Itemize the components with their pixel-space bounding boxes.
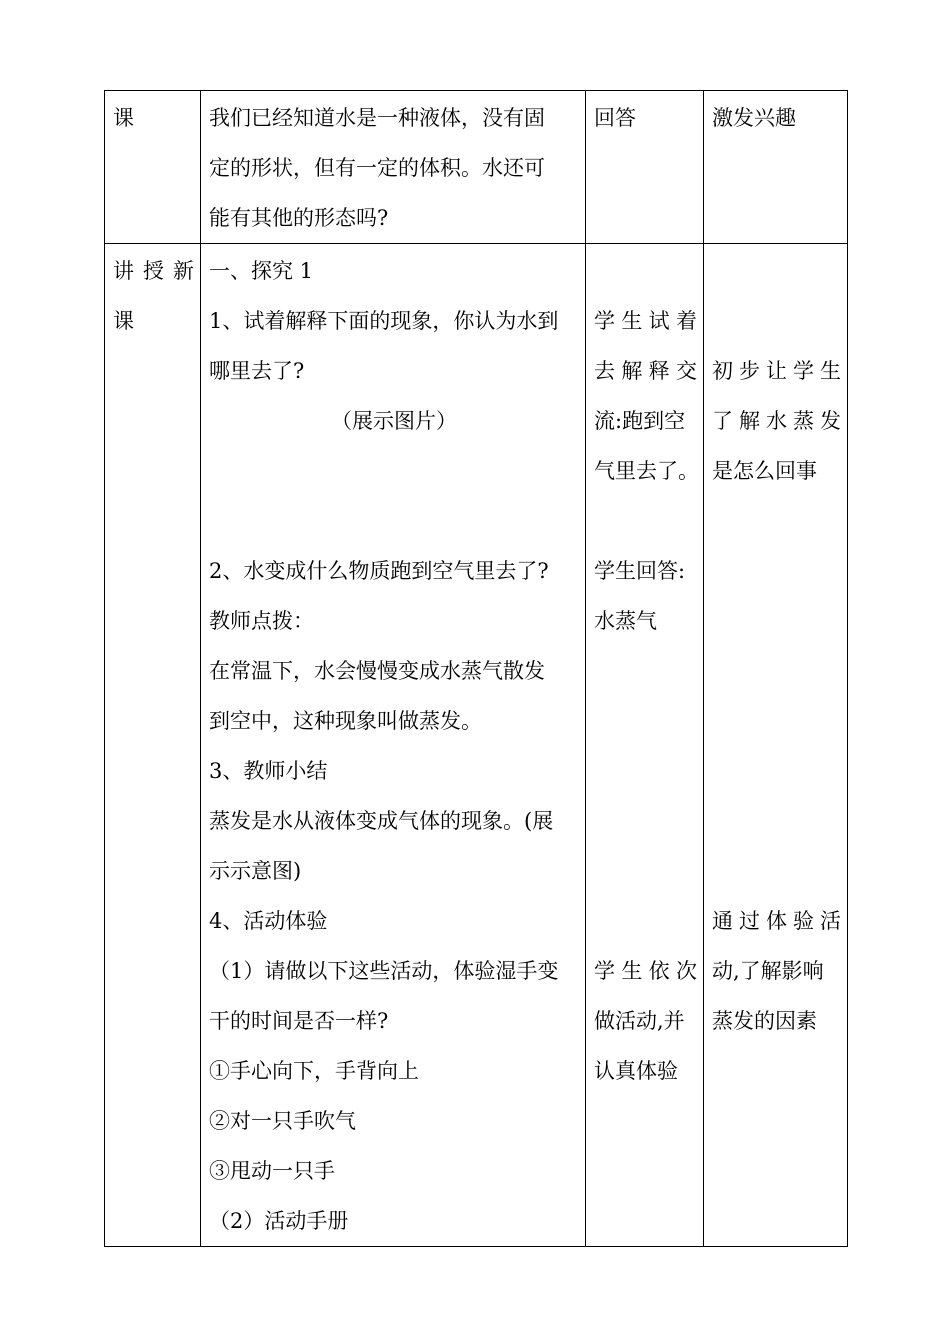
intro-stage-cell <box>105 91 201 244</box>
main-row <box>105 244 848 1247</box>
purpose-line: 初步让学生 <box>712 359 841 383</box>
intro-content-line: 能有其他的形态吗? <box>209 206 389 230</box>
main-purpose-cell <box>704 244 848 1247</box>
main-stage-label: 课 <box>113 309 134 333</box>
content-line: ①手心向下，手背向上 <box>209 1059 419 1083</box>
intro-content-line: 定的形状，但有一定的体积。水还可 <box>209 156 545 180</box>
content-line: ③甩动一只手 <box>209 1159 335 1183</box>
intro-content-line: 我们已经知道水是一种液体，没有固 <box>209 106 545 130</box>
content-line: （1）请做以下这些活动，体验湿手变 <box>209 959 559 983</box>
content-line: （展示图片） <box>331 409 457 433</box>
student-activity-line: 学生依次 <box>594 959 697 983</box>
content-line: 4、活动体验 <box>209 909 328 933</box>
content-line: （2）活动手册 <box>209 1209 349 1233</box>
content-line: 1、试着解释下面的现象，你认为水到 <box>209 309 559 333</box>
image-placeholder-space <box>209 446 579 546</box>
content-line: 一、探究 1 <box>209 259 314 283</box>
main-stage-cell <box>105 244 201 1247</box>
main-content-cell <box>201 244 586 1247</box>
student-activity-line: 学生试着 <box>594 309 697 333</box>
intro-student-activity: 回答 <box>594 106 636 130</box>
main-student-cell <box>586 244 704 1247</box>
purpose-line: 了解水蒸发 <box>712 409 841 433</box>
purpose-line: 通过体验活 <box>712 909 841 933</box>
student-activity-line: 学生回答: <box>594 559 686 583</box>
intro-purpose: 激发兴趣 <box>712 106 796 130</box>
content-line: 教师点拨： <box>209 609 314 633</box>
student-activity-line: 流:跑到空 <box>594 409 686 433</box>
content-line: 示示意图) <box>209 859 302 883</box>
lesson-plan-table <box>104 90 848 1247</box>
intro-content-cell <box>201 91 586 244</box>
purpose-line: 是怎么回事 <box>712 459 817 483</box>
intro-stage-label: 课 <box>113 106 134 130</box>
main-stage-label: 讲授新 <box>113 259 194 283</box>
student-activity-line: 做活动,并 <box>594 1009 685 1033</box>
purpose-line: 蒸发的因素 <box>712 1009 817 1033</box>
student-activity-line: 认真体验 <box>594 1059 678 1083</box>
student-activity-line: 去解释交 <box>594 359 697 383</box>
content-line: 2、水变成什么物质跑到空气里去了? <box>209 559 549 583</box>
intro-student-cell <box>586 91 704 244</box>
content-line: 在常温下，水会慢慢变成水蒸气散发 <box>209 659 545 683</box>
content-line: 3、教师小结 <box>209 759 328 783</box>
content-line: 哪里去了? <box>209 359 305 383</box>
content-line: 蒸发是水从液体变成气体的现象。(展 <box>209 809 554 833</box>
purpose-line: 动,了解影响 <box>712 959 824 983</box>
intro-purpose-cell <box>704 91 848 244</box>
content-line: 干的时间是否一样? <box>209 1009 389 1033</box>
student-activity-line: 气里去了。 <box>594 459 699 483</box>
content-line: 到空中，这种现象叫做蒸发。 <box>209 709 482 733</box>
content-line: ②对一只手吹气 <box>209 1109 356 1133</box>
intro-row <box>105 91 848 244</box>
student-activity-line: 水蒸气 <box>594 609 657 633</box>
